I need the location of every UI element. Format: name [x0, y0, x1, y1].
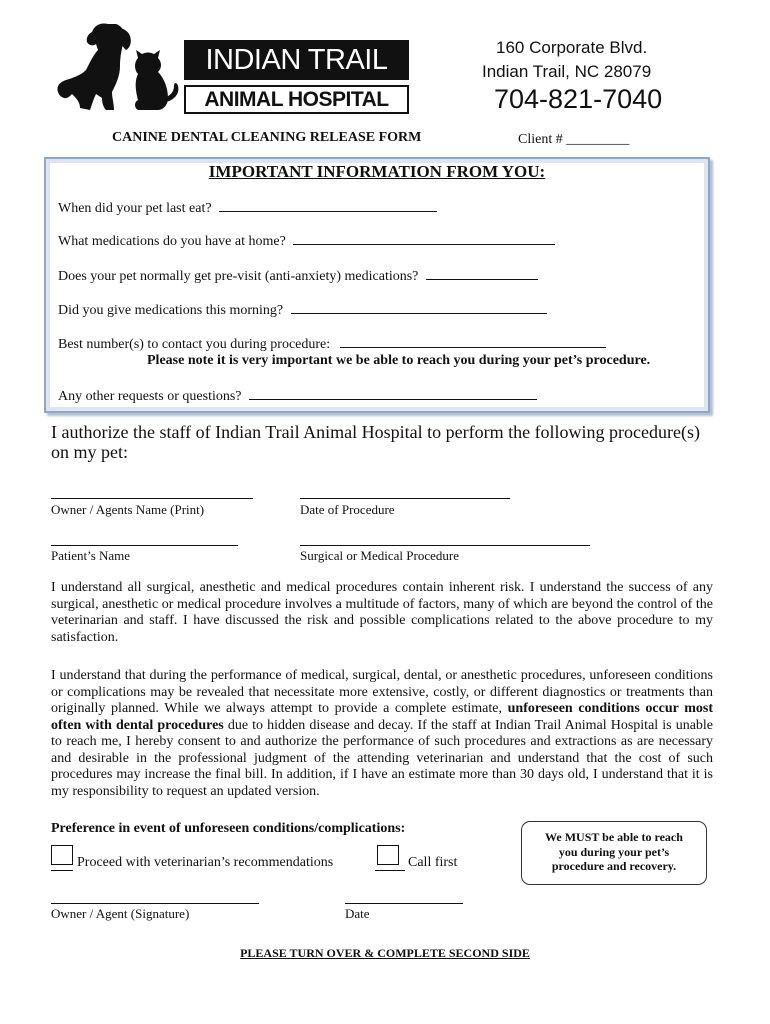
- authorization-statement: I authorize the staff of Indian Trail Animal Hospital to perform the following procedure(s) on my pet:: [51, 422, 701, 462]
- owner-signature-label: Owner / Agent (Signature): [51, 906, 190, 921]
- patient-name-field[interactable]: [51, 545, 238, 546]
- client-number-field[interactable]: Client # _________: [518, 132, 630, 147]
- medications-home-field[interactable]: [293, 232, 555, 245]
- unforeseen-paragraph-part2: due to hidden disease and decay. If the staff at Indian Trail Animal Hospital is unable to reach me, I hereby consent to and authorize the performance of such procedures and extractions as are necessary and desirable in the professional judgment of the attending veterinarian and understand that the cost of such procedures may increase the final bill. In addition, if I have an estimate more than 30 days old, I understand that it is my responsibility to request an updated version.: [51, 717, 714, 799]
- question-best-number: [58, 335, 606, 353]
- dog-and-cat-logo-icon: [50, 18, 190, 118]
- reach-callout-box: [521, 821, 707, 885]
- question-label: Does your pet normally get pre-visit (anti-anxiety) medications?: [58, 269, 419, 284]
- best-number-field[interactable]: [340, 335, 606, 348]
- unforeseen-paragraph-bold: unforeseen conditions occur most often with dental procedures: [51, 701, 713, 733]
- phone-number: 704-821-7040: [494, 84, 663, 114]
- callout-line2: you during your pet’s: [558, 844, 670, 859]
- proceed-checkbox[interactable]: [51, 845, 73, 865]
- previsit-meds-field[interactable]: [426, 267, 538, 280]
- question-label: Did you give medications this morning?: [58, 303, 284, 318]
- surgical-procedure-label: Surgical or Medical Procedure: [300, 548, 459, 563]
- question-medications-home: [58, 232, 555, 250]
- form-title: CANINE DENTAL CLEANING RELEASE FORM: [112, 130, 422, 145]
- surgical-procedure-field[interactable]: [300, 545, 590, 546]
- address-line2: Indian Trail, NC 28079: [482, 62, 652, 81]
- question-meds-morning: [58, 301, 547, 319]
- question-label: Any other requests or questions?: [58, 389, 242, 404]
- question-other-requests: [58, 387, 537, 405]
- important-info-heading: IMPORTANT INFORMATION FROM YOU:: [208, 162, 546, 181]
- logo-animal-hospital: ANIMAL HOSPITAL: [184, 85, 409, 114]
- call-first-option-label: Call first: [408, 855, 458, 870]
- date-procedure-label: Date of Procedure: [300, 502, 395, 517]
- owner-name-label: Owner / Agents Name (Print): [51, 502, 205, 517]
- question-label: What medications do you have at home?: [58, 234, 286, 249]
- preference-title: Preference in event of unforeseen conditions/complications:: [51, 821, 406, 836]
- question-previsit-meds: [58, 267, 538, 285]
- question-label: Best number(s) to contact you during procedure:: [58, 337, 331, 352]
- risk-paragraph: I understand all surgical, anesthetic and medical procedures contain inherent risk. I understand the success of any surgical, anesthetic or medical procedure involves a multitude of factors, many of which are beyond the control of the veterinarian and staff. I have discussed the risk and possible complications related to the above procedure to my satisfaction.: [51, 580, 713, 645]
- signature-date-label: Date: [345, 906, 370, 921]
- proceed-checkbox-underline: [51, 870, 73, 871]
- proceed-option-label: Proceed with veterinarian’s recommendations: [77, 855, 334, 870]
- owner-signature-field[interactable]: [51, 903, 259, 904]
- reach-note: Please note it is very important we be able to reach you during your pet’s procedure.: [147, 353, 651, 368]
- address-line1: 160 Corporate Blvd.: [496, 38, 648, 57]
- question-last-eat: [58, 199, 437, 217]
- callout-line1: We MUST be able to reach: [545, 830, 683, 844]
- call-first-checkbox[interactable]: [377, 845, 399, 865]
- logo-indian-trail: INDIAN TRAIL: [184, 40, 409, 80]
- turn-over-footer: PLEASE TURN OVER & COMPLETE SECOND SIDE: [240, 946, 530, 960]
- question-label: When did your pet last eat?: [58, 201, 212, 216]
- callout-line3: procedure and recovery.: [551, 859, 677, 873]
- owner-name-field[interactable]: [51, 498, 253, 499]
- unforeseen-paragraph-part1: I understand that during the performance of medical, surgical, dental, or anesthetic procedures, unforeseen conditions or complications may be revealed that necessitate more extensive, costly, or different diagnostics or treatments than originally planned. While we always attempt to provide a complete estimate,: [51, 668, 713, 716]
- last-eat-field[interactable]: [219, 199, 437, 212]
- call-first-checkbox-underline: [375, 870, 405, 871]
- unforeseen-paragraph: [51, 668, 713, 800]
- patient-name-label: Patient’s Name: [51, 548, 131, 563]
- signature-date-field[interactable]: [345, 903, 463, 904]
- meds-morning-field[interactable]: [291, 301, 547, 314]
- other-requests-field[interactable]: [249, 387, 537, 400]
- date-procedure-field[interactable]: [300, 498, 510, 499]
